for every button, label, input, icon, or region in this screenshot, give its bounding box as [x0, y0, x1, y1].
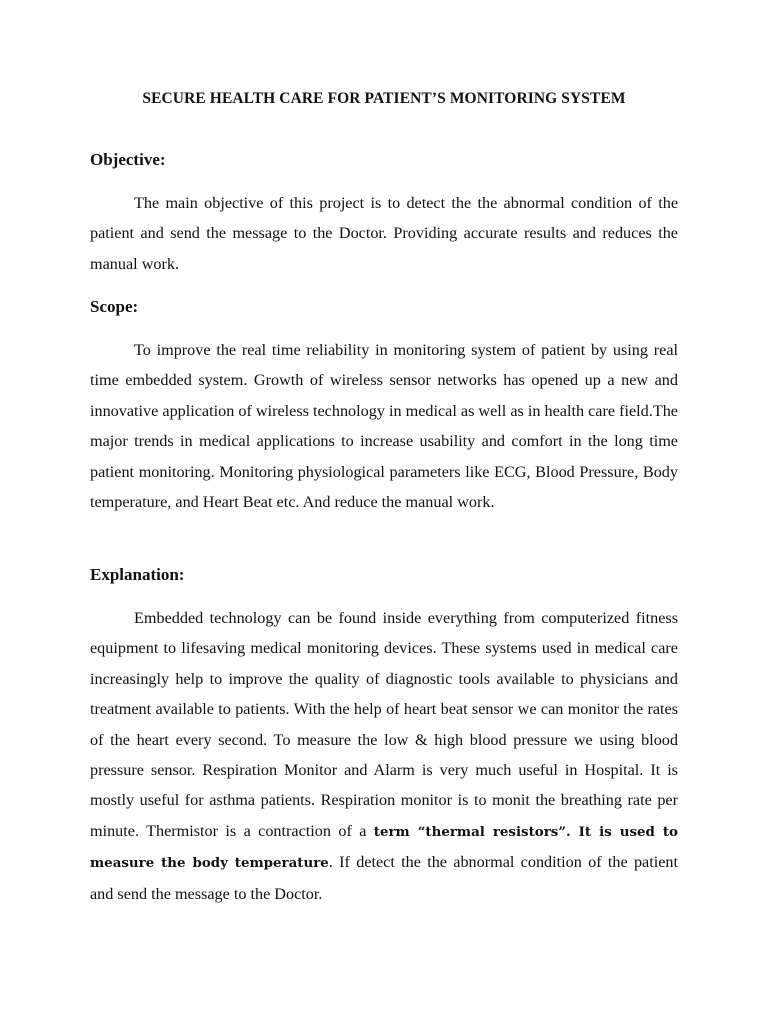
paragraph-explanation [90, 603, 678, 909]
paragraph-explanation-text-start: Embedded technology can be found inside everything from computerized fitness equipment to lifesaving medical monitoring devices. These systems used in medical care increasingly help to improve the quality of diagnostic tools available to physicians and treatment available to patients. With the help of heart beat sensor we can monitor the rates of the heart every second. To measure the low & high blood pressure we using blood pressure sensor. Respiration Monitor and Alarm is very much useful in Hospital. It is mostly useful for asthma patients. Respiration monitor is to monit the breathing rate per minute. Thermistor is a contraction of a [90, 609, 678, 840]
heading-explanation: Explanation: [90, 565, 185, 584]
document-title: SECURE HEALTH CARE FOR PATIENT’S MONITORING SYSTEM [142, 90, 626, 107]
paragraph-explanation-bold-text: term “thermal resistors”. It is used to measure the body temperature [90, 823, 678, 872]
paragraph-scope: To improve the real time reliability in monitoring system of patient by using real time embedded system. Growth of wireless sensor networks has opened up a new and innovative application of wireless technology in medical as well as in health care field.The major trends in medical applications to increase usability and comfort in the long time patient monitoring. Monitoring physiological parameters like ECG, Blood Pressure, Body temperature, and Heart Beat etc. And reduce the manual work. [90, 341, 678, 512]
paragraph-objective: The main objective of this project is to detect the the abnormal condition of the patient and send the message to the Doctor. Providing accurate results and reduces the manual work. [90, 194, 678, 273]
paragraph-explanation-text-end: . If detect the the abnormal condition of the patient and send the message to the Doctor. [90, 853, 679, 903]
heading-objective: Objective: [90, 150, 166, 169]
heading-scope: Scope: [90, 297, 139, 316]
